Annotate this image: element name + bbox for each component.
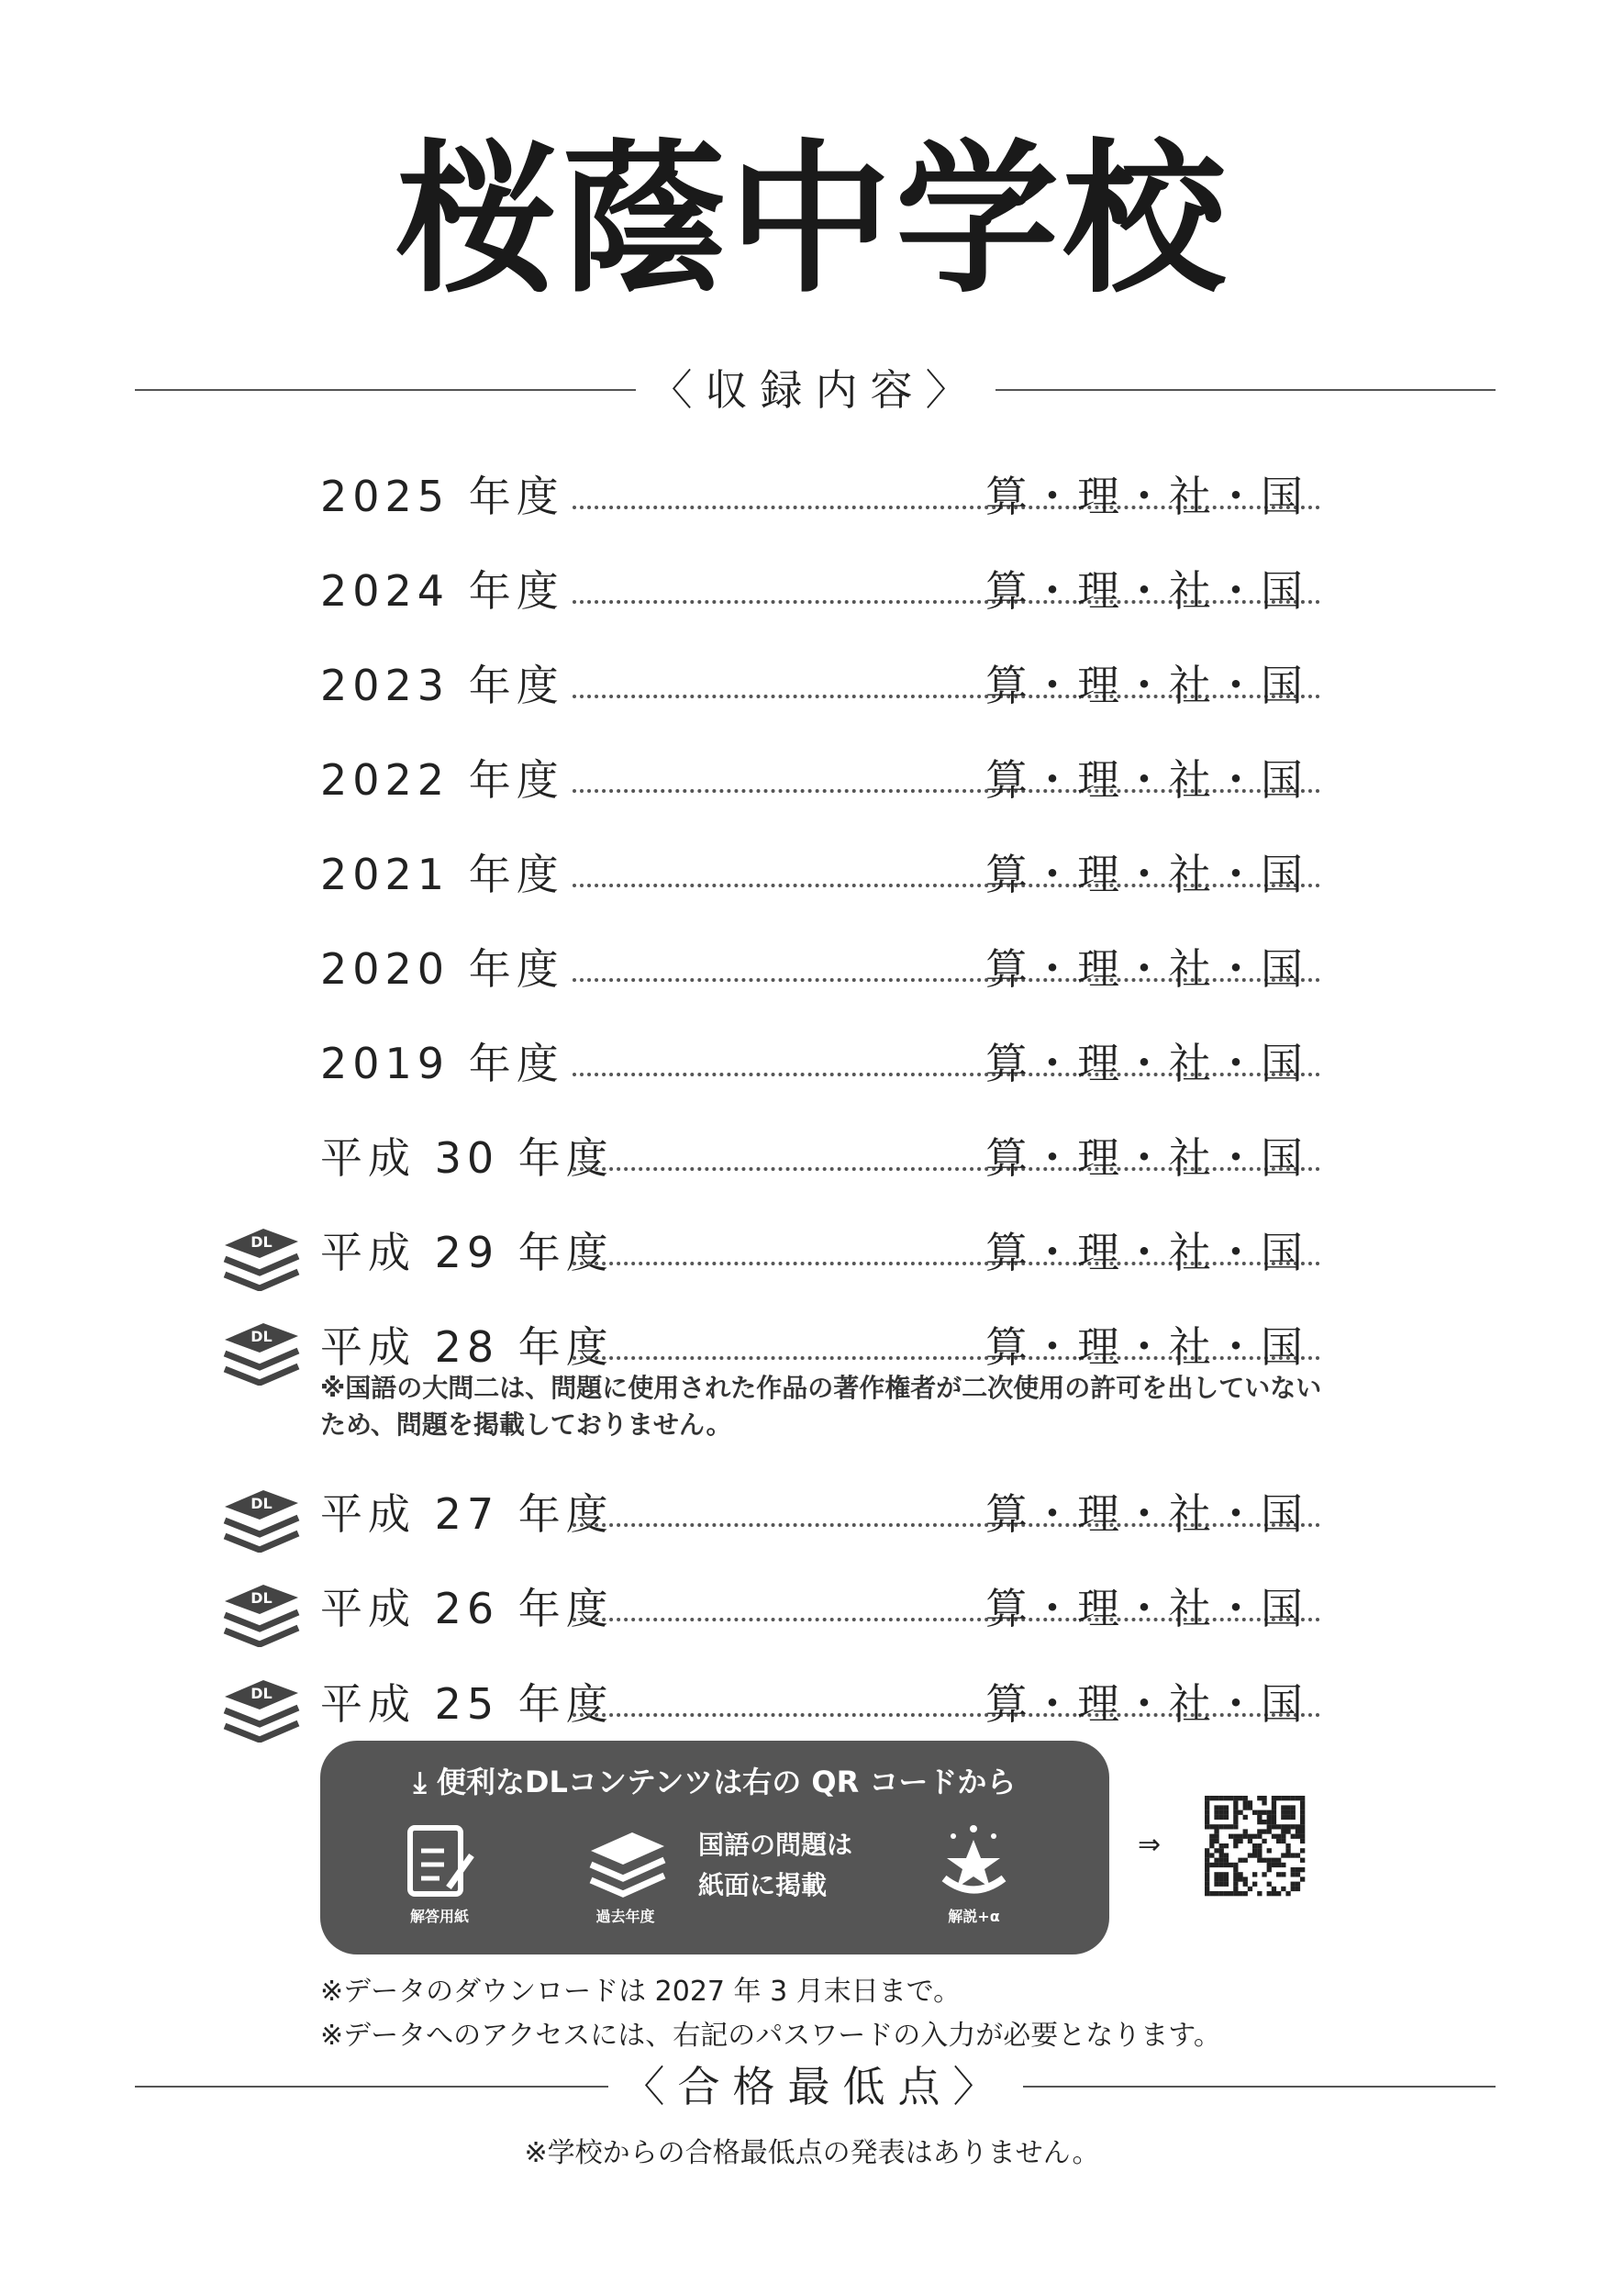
year-label: 2022 年度 — [320, 755, 564, 805]
svg-text:DL: DL — [250, 1589, 273, 1607]
content-row — [320, 1036, 1307, 1091]
year-label: 2024 年度 — [320, 566, 564, 616]
year-label: 平成 30 年度 — [320, 1133, 614, 1183]
subjects-label: 算・理・社・国 — [985, 850, 1307, 899]
content-row — [320, 1581, 1307, 1636]
past-years-feature: 過去年度 — [582, 1823, 669, 1926]
content-row — [320, 1320, 1307, 1375]
year-label: 平成 25 年度 — [320, 1679, 614, 1729]
content-row — [320, 1130, 1307, 1186]
subjects-label: 算・理・社・国 — [985, 472, 1307, 521]
subjects-label: 算・理・社・国 — [985, 1133, 1307, 1183]
svg-text:DL: DL — [250, 1685, 273, 1702]
content-row — [320, 752, 1307, 807]
dl-books-icon — [217, 1218, 302, 1291]
subjects-label: 算・理・社・国 — [985, 1584, 1307, 1633]
qr-code[interactable] — [1205, 1796, 1306, 1897]
min-score-label: 〈合格最低点〉 — [608, 2059, 1023, 2114]
year-label: 2021 年度 — [320, 850, 564, 899]
content-row — [320, 847, 1307, 902]
content-row — [320, 563, 1307, 618]
document-pencil-icon — [403, 1823, 476, 1901]
arrow: ⇒ — [1138, 1829, 1162, 1861]
subjects-label: 算・理・社・国 — [985, 944, 1307, 994]
year-label: 平成 29 年度 — [320, 1228, 614, 1277]
subjects-label: 算・理・社・国 — [985, 1489, 1307, 1539]
min-score-section-header — [135, 2059, 1496, 2114]
year-label: 2023 年度 — [320, 661, 564, 710]
h28-note-line1: ※国語の大問二は、問題に使用された作品の著作権者が二次使用の許可を出していない — [320, 1373, 1322, 1403]
content-row — [320, 941, 1307, 997]
content-row — [320, 658, 1307, 713]
dl-books-icon — [217, 1574, 302, 1647]
year-label: 2019 年度 — [320, 1039, 564, 1088]
dl-books-icon — [217, 1669, 302, 1743]
dl-box-header: ⤓ 便利なDLコンテンツは右の QR コードから — [413, 1765, 1017, 1799]
dl-books-icon — [217, 1479, 302, 1553]
subjects-label: 算・理・社・国 — [985, 1228, 1307, 1277]
contents-section-header — [135, 362, 1496, 418]
svg-text:DL: DL — [250, 1233, 273, 1251]
dl-content-box — [320, 1741, 1109, 1954]
subjects-label: 算・理・社・国 — [985, 1679, 1307, 1729]
access-password-note: ※データへのアクセスには、右記のパスワードの入力が必要となります。 — [320, 2020, 1221, 2052]
subjects-label: 算・理・社・国 — [985, 1039, 1307, 1088]
subjects-label: 算・理・社・国 — [985, 1322, 1307, 1372]
books-icon — [582, 1823, 669, 1901]
explanation-feature: 解説+α — [930, 1823, 1018, 1926]
contents-label: 〈収録内容〉 — [636, 362, 996, 418]
dl-books-icon — [217, 1312, 302, 1386]
content-row — [320, 1487, 1307, 1542]
h28-note-line2: ため、問題を掲載しておりません。 — [320, 1409, 732, 1440]
year-label: 2020 年度 — [320, 944, 564, 994]
content-row — [320, 1676, 1307, 1732]
year-label: 平成 28 年度 — [320, 1322, 614, 1372]
download-deadline-note: ※データのダウンロードは 2027 年 3 月末日まで。 — [320, 1976, 962, 2008]
year-label: 平成 27 年度 — [320, 1489, 614, 1539]
subjects-label: 算・理・社・国 — [985, 661, 1307, 710]
svg-text:DL: DL — [250, 1495, 273, 1512]
year-label: 2025 年度 — [320, 472, 564, 521]
japanese-paper-note: 国語の問題は 紙面に掲載 — [698, 1830, 853, 1900]
answer-sheet-feature: 解答用紙 — [403, 1823, 476, 1926]
svg-text:DL: DL — [250, 1328, 273, 1345]
min-score-note: ※学校からの合格最低点の発表はありません。 — [524, 2137, 1100, 2169]
subjects-label: 算・理・社・国 — [985, 566, 1307, 616]
school-title: 桜蔭中学校 — [395, 125, 1229, 315]
year-label: 平成 26 年度 — [320, 1584, 614, 1633]
star-award-icon — [930, 1823, 1018, 1901]
content-row — [320, 469, 1307, 524]
download-icon: ⤓ — [413, 1765, 437, 1799]
subjects-label: 算・理・社・国 — [985, 755, 1307, 805]
content-row — [320, 1225, 1307, 1280]
